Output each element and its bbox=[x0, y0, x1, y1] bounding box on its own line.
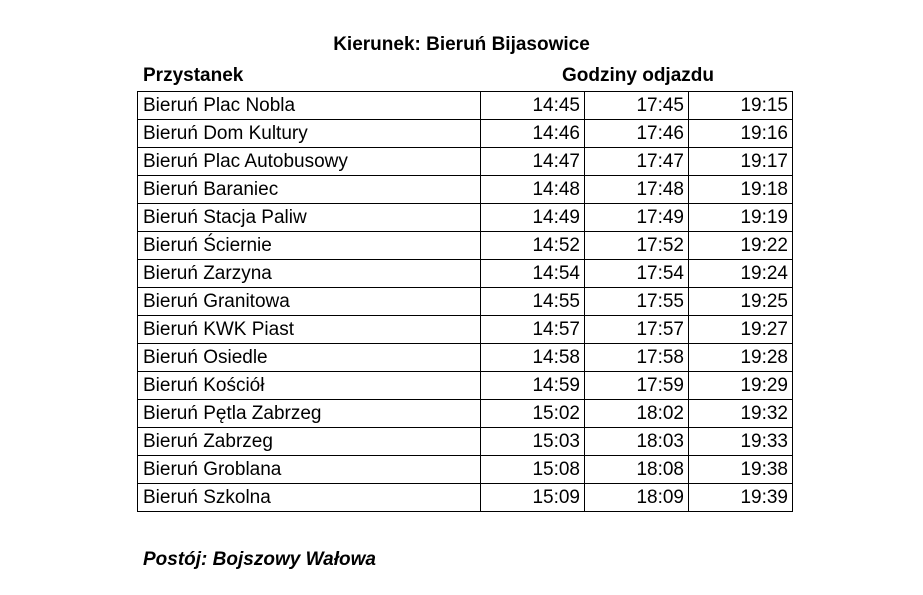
table-row bbox=[138, 148, 793, 176]
departure-time-cell: 17:57 bbox=[585, 316, 689, 344]
table-row bbox=[138, 428, 793, 456]
stop-name-cell: Bieruń Zabrzeg bbox=[138, 428, 481, 456]
departure-time-cell: 14:54 bbox=[481, 260, 585, 288]
departure-time-cell: 14:57 bbox=[481, 316, 585, 344]
stop-name-cell: Bieruń KWK Piast bbox=[138, 316, 481, 344]
departure-time-cell: 18:08 bbox=[585, 456, 689, 484]
page-title: Kierunek: Bieruń Bijasowice bbox=[333, 34, 590, 55]
footer-layover-note: Postój: Bojszowy Wałowa bbox=[143, 549, 376, 570]
table-row bbox=[138, 204, 793, 232]
departure-time-cell: 14:59 bbox=[481, 372, 585, 400]
stop-name-cell: Bieruń Groblana bbox=[138, 456, 481, 484]
departure-time-cell: 17:47 bbox=[585, 148, 689, 176]
column-header-departure-times: Godziny odjazdu bbox=[562, 65, 714, 86]
departure-time-cell: 14:52 bbox=[481, 232, 585, 260]
departure-time-cell: 19:16 bbox=[689, 120, 793, 148]
table-row bbox=[138, 484, 793, 512]
departure-time-cell: 14:58 bbox=[481, 344, 585, 372]
stop-name-cell: Bieruń Szkolna bbox=[138, 484, 481, 512]
departure-time-cell: 15:03 bbox=[481, 428, 585, 456]
departure-time-cell: 15:08 bbox=[481, 456, 585, 484]
departure-time-cell: 14:48 bbox=[481, 176, 585, 204]
departure-time-cell: 19:39 bbox=[689, 484, 793, 512]
departure-time-cell: 19:24 bbox=[689, 260, 793, 288]
table-row bbox=[138, 288, 793, 316]
departure-time-cell: 18:02 bbox=[585, 400, 689, 428]
departure-time-cell: 14:49 bbox=[481, 204, 585, 232]
timetable-body bbox=[138, 92, 793, 512]
table-row bbox=[138, 400, 793, 428]
table-row bbox=[138, 456, 793, 484]
stop-name-cell: Bieruń Dom Kultury bbox=[138, 120, 481, 148]
departure-time-cell: 14:45 bbox=[481, 92, 585, 120]
departure-time-cell: 17:46 bbox=[585, 120, 689, 148]
table-row bbox=[138, 344, 793, 372]
stop-name-cell: Bieruń Plac Autobusowy bbox=[138, 148, 481, 176]
table-row bbox=[138, 232, 793, 260]
stop-name-cell: Bieruń Granitowa bbox=[138, 288, 481, 316]
departure-time-cell: 19:25 bbox=[689, 288, 793, 316]
departure-time-cell: 17:48 bbox=[585, 176, 689, 204]
departure-time-cell: 19:22 bbox=[689, 232, 793, 260]
stop-name-cell: Bieruń Baraniec bbox=[138, 176, 481, 204]
table-row bbox=[138, 260, 793, 288]
departure-time-cell: 19:29 bbox=[689, 372, 793, 400]
departure-time-cell: 18:09 bbox=[585, 484, 689, 512]
stop-name-cell: Bieruń Plac Nobla bbox=[138, 92, 481, 120]
departure-time-cell: 17:45 bbox=[585, 92, 689, 120]
departure-time-cell: 15:02 bbox=[481, 400, 585, 428]
departure-time-cell: 19:18 bbox=[689, 176, 793, 204]
stop-name-cell: Bieruń Pętla Zabrzeg bbox=[138, 400, 481, 428]
table-row bbox=[138, 92, 793, 120]
departure-time-cell: 17:55 bbox=[585, 288, 689, 316]
timetable bbox=[137, 91, 793, 512]
departure-time-cell: 14:55 bbox=[481, 288, 585, 316]
departure-time-cell: 19:19 bbox=[689, 204, 793, 232]
departure-time-cell: 19:17 bbox=[689, 148, 793, 176]
departure-time-cell: 18:03 bbox=[585, 428, 689, 456]
departure-time-cell: 15:09 bbox=[481, 484, 585, 512]
column-header-stop: Przystanek bbox=[143, 65, 244, 86]
departure-time-cell: 14:47 bbox=[481, 148, 585, 176]
table-row bbox=[138, 316, 793, 344]
departure-time-cell: 17:52 bbox=[585, 232, 689, 260]
table-row bbox=[138, 176, 793, 204]
departure-time-cell: 17:49 bbox=[585, 204, 689, 232]
departure-time-cell: 19:33 bbox=[689, 428, 793, 456]
departure-time-cell: 19:28 bbox=[689, 344, 793, 372]
stop-name-cell: Bieruń Ściernie bbox=[138, 232, 481, 260]
departure-time-cell: 19:15 bbox=[689, 92, 793, 120]
table-row bbox=[138, 120, 793, 148]
departure-time-cell: 17:54 bbox=[585, 260, 689, 288]
departure-time-cell: 19:38 bbox=[689, 456, 793, 484]
stop-name-cell: Bieruń Kościół bbox=[138, 372, 481, 400]
departure-time-cell: 14:46 bbox=[481, 120, 585, 148]
departure-time-cell: 19:32 bbox=[689, 400, 793, 428]
departure-time-cell: 17:59 bbox=[585, 372, 689, 400]
table-row bbox=[138, 372, 793, 400]
stop-name-cell: Bieruń Osiedle bbox=[138, 344, 481, 372]
stop-name-cell: Bieruń Stacja Paliw bbox=[138, 204, 481, 232]
departure-time-cell: 17:58 bbox=[585, 344, 689, 372]
stop-name-cell: Bieruń Zarzyna bbox=[138, 260, 481, 288]
departure-time-cell: 19:27 bbox=[689, 316, 793, 344]
